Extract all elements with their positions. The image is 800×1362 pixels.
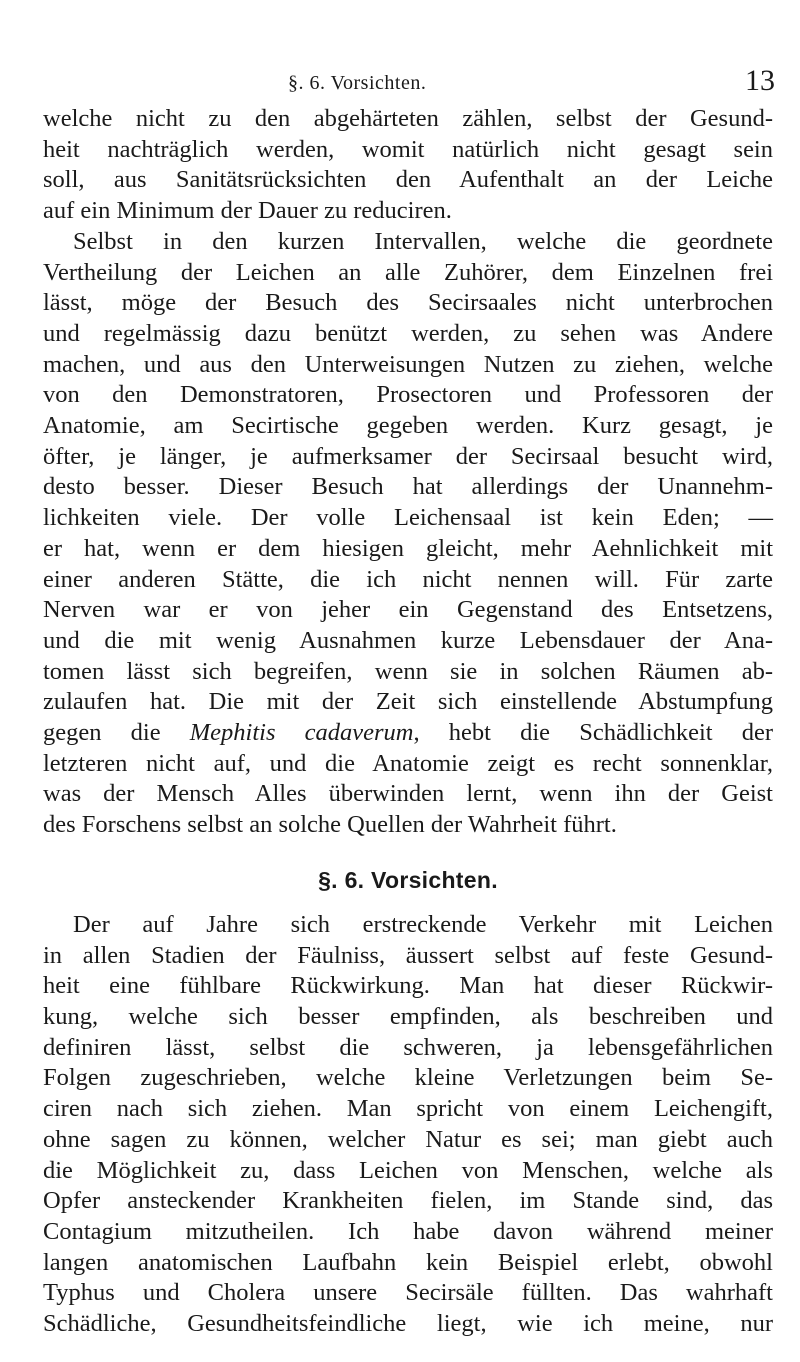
text-line: Contagium mitzutheilen. Ich habe davon während meiner	[43, 1217, 773, 1245]
text-line: ohne sagen zu können, welcher Natur es sei; man giebt auch	[43, 1125, 773, 1153]
text-line: in allen Stadien der Fäulniss, äussert selbst auf feste Gesund-	[43, 941, 773, 969]
running-header	[40, 64, 775, 104]
paragraph-3	[43, 910, 773, 1340]
paragraph-2	[43, 227, 773, 841]
text-line: ciren nach sich ziehen. Man spricht von einem Leichengift,	[43, 1095, 773, 1123]
text-line: definiren lässt, selbst die schweren, ja lebensgefährlichen	[43, 1033, 773, 1061]
text-line: was der Mensch Alles überwinden lernt, wenn ihn der Geist	[43, 780, 773, 808]
text-line: Folgen zugeschrieben, welche kleine Verletzungen beim Se-	[43, 1064, 773, 1092]
text-line: machen, und aus den Unterweisungen Nutzen zu ziehen, welche	[43, 350, 773, 378]
text-line: Selbst in den kurzen Intervallen, welche die geordnete	[73, 227, 773, 255]
text-line: lichkeiten viele. Der volle Leichensaal ist kein Eden; —	[43, 504, 773, 532]
text-line: desto besser. Dieser Besuch hat allerdings der Unannehm-	[43, 473, 773, 501]
text-line: Schädliche, Gesundheitsfeindliche liegt, wie ich meine, nur	[43, 1310, 773, 1338]
text-line: des Forschens selbst an solche Quellen der Wahrheit führt.	[43, 811, 617, 839]
text-fragment: gegen die	[43, 719, 190, 747]
text-line: Opfer ansteckender Krankheiten fielen, im Stande sind, das	[43, 1187, 773, 1215]
text-line	[43, 718, 773, 749]
text-line: und die mit wenig Ausnahmen kurze Lebensdauer der Ana-	[43, 626, 773, 654]
paragraph-1	[43, 104, 773, 227]
latin-term: Mephitis cadaverum	[189, 719, 414, 747]
text-line: langen anatomischen Laufbahn kein Beispiel erlebt, obwohl	[43, 1248, 773, 1276]
running-title: §. 6. Vorsichten.	[288, 72, 427, 94]
text-line: öfter, je länger, je aufmerksamer der Secirsaal besucht wird,	[43, 442, 773, 470]
text-line: heit eine fühlbare Rückwirkung. Man hat dieser Rückwir-	[43, 972, 773, 1000]
text-line: von den Demonstratoren, Prosectoren und Professoren der	[43, 381, 773, 409]
text-line: Vertheilung der Leichen an alle Zuhörer, dem Einzelnen frei	[43, 258, 773, 286]
text-line: auf ein Minimum der Dauer zu reduciren.	[43, 197, 452, 225]
text-line: heit nachträglich werden, womit natürlich nicht gesagt sein	[43, 135, 773, 163]
text-line: Der auf Jahre sich erstreckende Verkehr mit Leichen	[73, 910, 773, 938]
body-text	[43, 104, 773, 1340]
text-line: die Möglichkeit zu, dass Leichen von Menschen, welche als	[43, 1156, 773, 1184]
text-fragment: , hebt die Schädlichkeit der	[413, 719, 773, 747]
text-line: kung, welche sich besser empfinden, als beschreiben und	[43, 1002, 773, 1030]
text-line: letzteren nicht auf, und die Anatomie zeigt es recht sonnenklar,	[43, 749, 773, 777]
text-line: tomen lässt sich begreifen, wenn sie in solchen Räumen ab-	[43, 657, 773, 685]
text-line: welche nicht zu den abgehärteten zählen, selbst der Gesund-	[43, 105, 773, 132]
section-heading: §. 6. Vorsichten.	[318, 866, 498, 893]
text-line: er hat, wenn er dem hiesigen gleicht, mehr Aehnlichkeit mit	[43, 534, 773, 562]
text-line: einer anderen Stätte, die ich nicht nennen will. Für zarte	[43, 565, 773, 593]
text-line: Nerven war er von jeher ein Gegenstand des Entsetzens,	[43, 596, 773, 624]
text-line: zulaufen hat. Die mit der Zeit sich einstellende Abstumpfung	[43, 688, 773, 716]
text-line: lässt, möge der Besuch des Secirsaales nicht unterbrochen	[43, 289, 773, 317]
text-line: soll, aus Sanitätsrücksichten den Aufenthalt an der Leiche	[43, 166, 773, 194]
text-line: Typhus und Cholera unsere Secirsäle füllten. Das wahrhaft	[43, 1279, 773, 1307]
text-line: und regelmässig dazu benützt werden, zu sehen was Andere	[43, 319, 773, 347]
text-line: Anatomie, am Secirtische gegeben werden. Kurz gesagt, je	[43, 412, 773, 440]
page-number: 13	[745, 64, 775, 97]
